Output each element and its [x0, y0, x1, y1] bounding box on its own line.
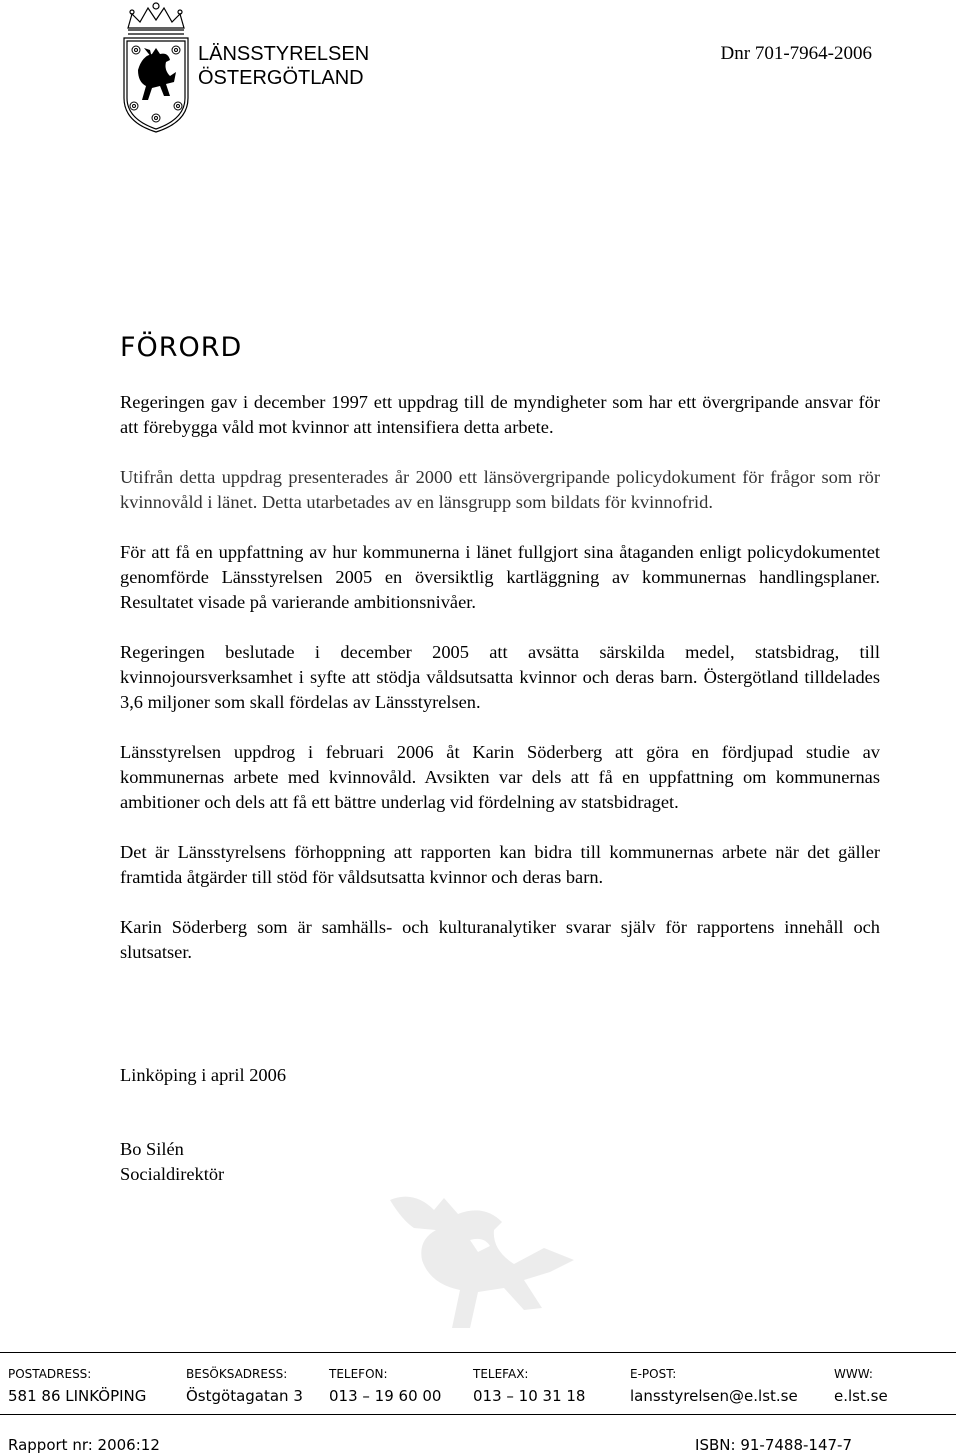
page-title: FÖRORD	[120, 332, 243, 363]
footer-postal-value: 581 86 LINKÖPING	[8, 1387, 147, 1405]
paragraph: Länsstyrelsen uppdrog i februari 2006 åt Karin Söderberg att göra en fördjupad studie av kommunernas arbete med kvinnovåld. Avsikten var dels att få en uppfattning om kommunernas ambitioner och dels att få ett bättre underlag vid fördelning av statsbidraget.	[120, 742, 880, 812]
footer-email-value[interactable]: lansstyrelsen@e.lst.se	[630, 1387, 798, 1405]
footer-fax-label: TELEFAX:	[473, 1367, 529, 1381]
footer-phone	[329, 1366, 441, 1405]
organization-name-line1: LÄNSSTYRELSEN	[198, 43, 370, 65]
footer-phone-label: TELEFON:	[329, 1367, 388, 1381]
organization-name-line2: ÖSTERGÖTLAND	[198, 67, 364, 89]
footer-email	[630, 1366, 798, 1405]
place-date: Linköping i april 2006	[120, 1065, 287, 1085]
footer-visit-value: Östgötagatan 3	[186, 1387, 303, 1405]
footer-fax-value: 013 – 10 31 18	[473, 1387, 586, 1405]
footer-postal	[8, 1366, 146, 1405]
footer-visit-label: BESÖKSADRESS:	[186, 1367, 288, 1381]
paragraph: För att få en uppfattning av hur kommunerna i länet fullgjort sina åtaganden enligt policydokumentet genomförde Länsstyrelsen 2005 en översiktlig kartläggning av kommunernas handlingsplaner. Resultatet visade på varierande ambitionsnivåer.	[120, 542, 880, 612]
footer-postal-label: POSTADRESS:	[8, 1367, 92, 1381]
signer-name: Bo Silén	[120, 1139, 184, 1159]
footer-visit	[186, 1366, 303, 1405]
isbn: ISBN: 91-7488-147-7	[695, 1436, 852, 1454]
griffin-watermark-icon	[374, 1180, 584, 1340]
signature-block	[120, 1137, 224, 1187]
document-number: Dnr 701-7964-2006	[720, 43, 872, 64]
paragraph: Karin Söderberg som är samhälls- och kulturanalytiker svarar själv för rapportens innehåll och slutsatser.	[120, 917, 880, 962]
paragraph: Det är Länsstyrelsens förhoppning att rapporten kan bidra till kommunernas arbete när det gäller framtida åtgärder till stöd för våldsutsatta kvinnor och deras barn.	[120, 842, 880, 887]
footer-phone-value: 013 – 19 60 00	[329, 1387, 442, 1405]
paragraph: Utifrån detta uppdrag presenterades år 2000 ett länsövergripande policydokument för frågor som rör kvinnovåld i länet. Detta utarbetades av en länsgrupp som bildats för kvinnofrid.	[120, 467, 880, 512]
signer-title: Socialdirektör	[120, 1164, 225, 1184]
footer-www-label: WWW:	[834, 1367, 873, 1381]
coat-of-arms-icon	[118, 0, 194, 136]
footer-top-rule	[0, 1352, 956, 1353]
report-number: Rapport nr: 2006:12	[8, 1436, 160, 1454]
paragraph: Regeringen gav i december 1997 ett uppdrag till de myndigheter som har ett övergripande ansvar för att förebygga våld mot kvinnor att intensifiera detta arbete.	[120, 392, 880, 437]
footer-fax	[473, 1366, 585, 1405]
footer-www	[834, 1366, 888, 1405]
paragraph: Regeringen beslutade i december 2005 att avsätta särskilda medel, statsbidrag, till kvinnojoursverksamhet i syfte att stödja våldsutsatta kvinnor och deras barn. Östergötland tilldelades 3,6 miljoner som skall fördelas av Länsstyrelsen.	[120, 642, 880, 712]
footer-bottom-rule	[0, 1414, 956, 1415]
footer-www-value[interactable]: e.lst.se	[834, 1387, 888, 1405]
body-text	[120, 390, 880, 965]
organization-name	[198, 42, 369, 90]
footer-email-label: E-POST:	[630, 1367, 677, 1381]
